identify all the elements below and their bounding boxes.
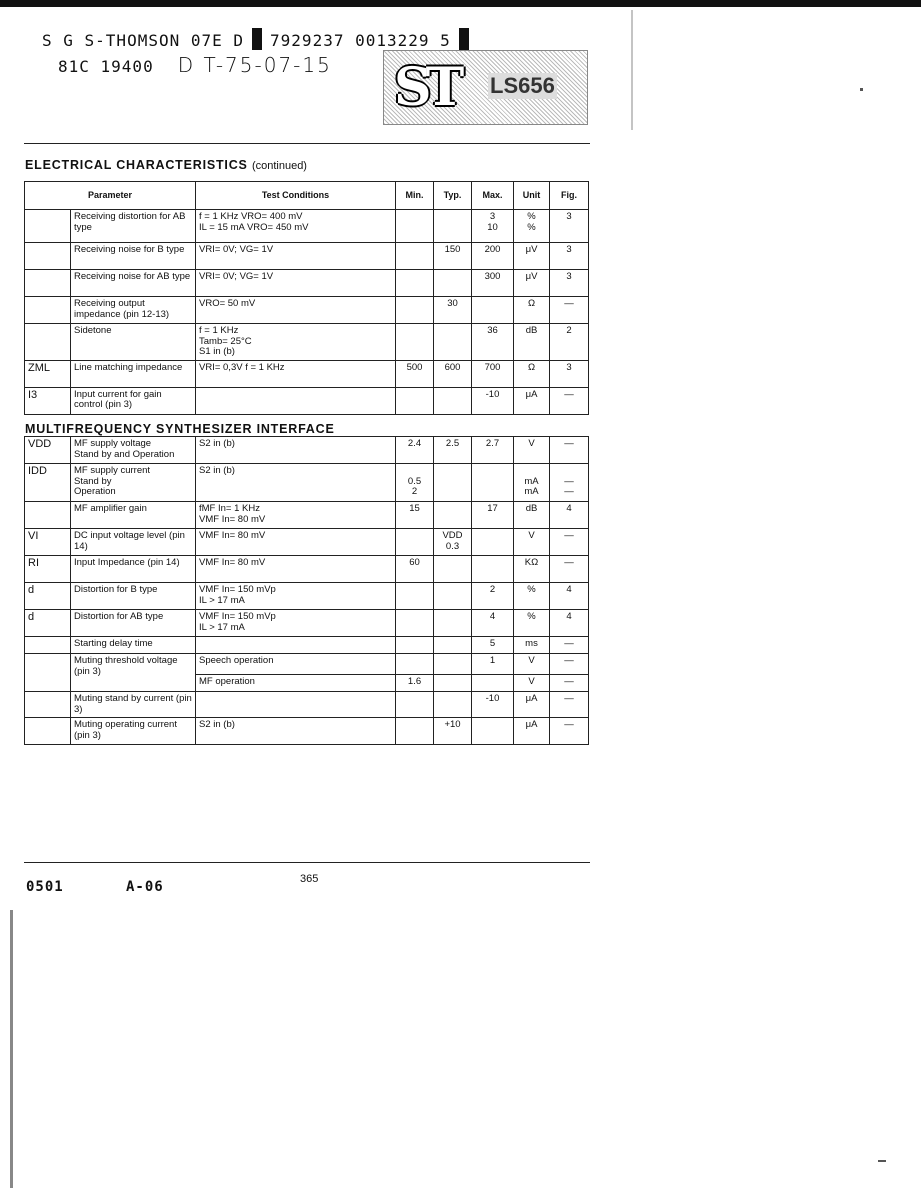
cell-fig: — (550, 387, 589, 414)
cell-parameter: Input Impedance (pin 14) (71, 556, 196, 583)
cell-symbol: d (25, 610, 71, 637)
cell-typ: 2.5 (434, 437, 472, 464)
table-header-row (25, 182, 589, 210)
scan-noise (631, 10, 633, 130)
cell-unit: ms (514, 637, 550, 654)
cell-symbol: RI (25, 556, 71, 583)
cell-max: 5 (472, 637, 514, 654)
cell-unit: V (514, 654, 550, 675)
page-number: 365 (300, 873, 319, 885)
cell-test-conditions (196, 692, 396, 718)
cell-unit: V (514, 529, 550, 556)
cell-unit: Ω (514, 297, 550, 324)
cell-max: -10 (472, 692, 514, 718)
cell-min: 2.4 (396, 437, 434, 464)
section-title-text: MULTIFREQUENCY SYNTHESIZER INTERFACE (25, 422, 335, 436)
cell-typ (434, 464, 472, 502)
table-row (25, 210, 589, 243)
cell-max: 700 (472, 360, 514, 387)
cell-typ (434, 210, 472, 243)
cell-parameter: Muting threshold voltage (pin 3) (71, 654, 196, 692)
col-header-max: Max. (472, 182, 514, 210)
cell-symbol (25, 324, 71, 361)
cell-min: 60 (396, 556, 434, 583)
cell-test-conditions (196, 387, 396, 414)
cell-fig: — (550, 637, 589, 654)
cell-test-conditions: VRI= 0V; VG= 1V (196, 270, 396, 297)
cell-symbol: VDD (25, 437, 71, 464)
cell-parameter: Muting stand by current (pin 3) (71, 692, 196, 718)
cell-min (396, 718, 434, 745)
cell-fig: 3 (550, 270, 589, 297)
scan-noise (10, 910, 13, 1188)
cell-symbol (25, 637, 71, 654)
cell-unit: mA mA (514, 464, 550, 502)
cell-min (396, 610, 434, 637)
header-line-2 (58, 53, 332, 77)
cell-fig: — (550, 692, 589, 718)
cell-test-conditions: S2 in (b) (196, 464, 396, 502)
section-title-electrical (25, 158, 307, 172)
header-doc-code: 7929237 0013229 5 (270, 31, 451, 50)
table-row (25, 270, 589, 297)
table-row (25, 464, 589, 502)
cell-test-conditions: VMF In= 150 mVp IL > 17 mA (196, 610, 396, 637)
footer-code-mid: A-06 (126, 879, 164, 895)
cell-unit: μV (514, 243, 550, 270)
cell-test-conditions: VRI= 0V; VG= 1V (196, 243, 396, 270)
footer-code-left: 0501 (26, 879, 64, 895)
cell-typ: +10 (434, 718, 472, 745)
table-row (25, 637, 589, 654)
table-row (25, 387, 589, 414)
cell-min (396, 387, 434, 414)
cell-min (396, 243, 434, 270)
cell-min (396, 297, 434, 324)
cell-typ: 30 (434, 297, 472, 324)
header-batch-code: 81C 19400 (58, 57, 154, 76)
mf-synthesizer-table (24, 436, 589, 745)
scan-mark (252, 28, 262, 50)
cell-fig: — (550, 556, 589, 583)
cell-test-conditions: fMF In= 1 KHz VMF In= 80 mV (196, 502, 396, 529)
cell-min: 1.6 (396, 675, 434, 692)
cell-max: 4 (472, 610, 514, 637)
table-row (25, 297, 589, 324)
cell-max: -10 (472, 387, 514, 414)
cell-min (396, 654, 434, 675)
cell-max (472, 297, 514, 324)
cell-unit: Ω (514, 360, 550, 387)
cell-min (396, 583, 434, 610)
table-row (25, 718, 589, 745)
table-row (25, 529, 589, 556)
part-number: LS656 (490, 73, 555, 98)
cell-min: 15 (396, 502, 434, 529)
cell-parameter: Muting operating current (pin 3) (71, 718, 196, 745)
cell-unit: μA (514, 387, 550, 414)
cell-symbol (25, 243, 71, 270)
cell-test-conditions: f = 1 KHz Tamb= 25°C S1 in (b) (196, 324, 396, 361)
cell-parameter: MF amplifier gain (71, 502, 196, 529)
col-header-parameter: Parameter (25, 182, 196, 210)
cell-parameter: Receiving noise for B type (71, 243, 196, 270)
cell-parameter: Line matching impedance (71, 360, 196, 387)
cell-typ (434, 654, 472, 675)
cell-fig: 4 (550, 583, 589, 610)
cell-test-conditions: VRI= 0,3V f = 1 KHz (196, 360, 396, 387)
cell-max (472, 675, 514, 692)
cell-test-conditions: f = 1 KHz VRO= 400 mV IL = 15 mA VRO= 450 mV (196, 210, 396, 243)
cell-unit: dB (514, 502, 550, 529)
cell-max: 17 (472, 502, 514, 529)
cell-min (396, 324, 434, 361)
cell-parameter: Distortion for AB type (71, 610, 196, 637)
st-logo-block (383, 50, 588, 125)
cell-typ (434, 270, 472, 297)
table-row (25, 243, 589, 270)
cell-min (396, 270, 434, 297)
cell-fig: — (550, 654, 589, 675)
cell-typ (434, 583, 472, 610)
cell-test-conditions: Speech operation (196, 654, 396, 675)
cell-max: 200 (472, 243, 514, 270)
scan-mark (459, 28, 469, 50)
cell-min (396, 210, 434, 243)
cell-parameter: Starting delay time (71, 637, 196, 654)
cell-min (396, 692, 434, 718)
electrical-characteristics-table (24, 181, 589, 415)
cell-unit: V (514, 437, 550, 464)
cell-symbol: ZML (25, 360, 71, 387)
cell-unit: KΩ (514, 556, 550, 583)
cell-min (396, 529, 434, 556)
cell-fig: 4 (550, 610, 589, 637)
cell-fig: 2 (550, 324, 589, 361)
table-row (25, 654, 589, 675)
cell-unit: % % (514, 210, 550, 243)
cell-parameter: Sidetone (71, 324, 196, 361)
cell-max: 2.7 (472, 437, 514, 464)
col-header-unit: Unit (514, 182, 550, 210)
cell-max (472, 556, 514, 583)
cell-max (472, 529, 514, 556)
cell-symbol: I3 (25, 387, 71, 414)
cell-max: 1 (472, 654, 514, 675)
cell-fig: — — (550, 464, 589, 502)
cell-parameter: MF supply current Stand by Operation (71, 464, 196, 502)
cell-parameter: Receiving noise for AB type (71, 270, 196, 297)
cell-unit: μV (514, 270, 550, 297)
table-row (25, 437, 589, 464)
cell-typ (434, 692, 472, 718)
cell-typ (434, 502, 472, 529)
section-title-text: ELECTRICAL CHARACTERISTICS (25, 158, 248, 172)
cell-fig: — (550, 297, 589, 324)
cell-typ: 150 (434, 243, 472, 270)
cell-fig: 3 (550, 210, 589, 243)
cell-typ: VDD 0.3 (434, 529, 472, 556)
cell-min (396, 637, 434, 654)
cell-test-conditions: S2 in (b) (196, 718, 396, 745)
col-header-min: Min. (396, 182, 434, 210)
cell-unit: μA (514, 718, 550, 745)
cell-test-conditions (196, 637, 396, 654)
cell-max (472, 718, 514, 745)
cell-typ (434, 556, 472, 583)
col-header-fig: Fig. (550, 182, 589, 210)
cell-unit: V (514, 675, 550, 692)
scan-noise (878, 1160, 886, 1162)
cell-symbol (25, 692, 71, 718)
cell-test-conditions: VMF In= 150 mVp IL > 17 mA (196, 583, 396, 610)
cell-typ (434, 675, 472, 692)
cell-fig: 3 (550, 360, 589, 387)
cell-parameter: Distortion for B type (71, 583, 196, 610)
cell-symbol (25, 502, 71, 529)
cell-max: 2 (472, 583, 514, 610)
cell-parameter: Input current for gain control (pin 3) (71, 387, 196, 414)
header-company-code: S G S-THOMSON 07E D (42, 31, 245, 50)
cell-test-conditions: VMF In= 80 mV (196, 556, 396, 583)
cell-symbol: IDD (25, 464, 71, 502)
col-header-typ: Typ. (434, 182, 472, 210)
cell-symbol (25, 270, 71, 297)
table-row (25, 360, 589, 387)
cell-max: 300 (472, 270, 514, 297)
cell-typ (434, 324, 472, 361)
cell-unit: % (514, 610, 550, 637)
cell-max: 3 10 (472, 210, 514, 243)
cell-unit: dB (514, 324, 550, 361)
cell-test-conditions: MF operation (196, 675, 396, 692)
section-title-mf-interface (25, 422, 335, 436)
cell-typ: 600 (434, 360, 472, 387)
cell-max: 36 (472, 324, 514, 361)
cell-fig: — (550, 675, 589, 692)
cell-min: 500 (396, 360, 434, 387)
cell-symbol (25, 297, 71, 324)
table-row (25, 556, 589, 583)
cell-typ (434, 637, 472, 654)
cell-test-conditions: S2 in (b) (196, 437, 396, 464)
col-header-test-conditions: Test Conditions (196, 182, 396, 210)
cell-fig: — (550, 718, 589, 745)
table-row (25, 610, 589, 637)
scan-noise (860, 88, 863, 91)
cell-fig: 4 (550, 502, 589, 529)
cell-fig: 3 (550, 243, 589, 270)
cell-fig: — (550, 529, 589, 556)
cell-symbol: d (25, 583, 71, 610)
cell-symbol (25, 718, 71, 745)
header-divider (24, 143, 590, 144)
top-scan-bar (0, 0, 921, 7)
cell-fig: — (550, 437, 589, 464)
cell-symbol (25, 654, 71, 692)
table-row (25, 324, 589, 361)
cell-symbol: VI (25, 529, 71, 556)
footer-divider (24, 862, 590, 863)
cell-symbol (25, 210, 71, 243)
cell-parameter: MF supply voltage Stand by and Operation (71, 437, 196, 464)
cell-max (472, 464, 514, 502)
table-row (25, 583, 589, 610)
cell-test-conditions: VRO= 50 mV (196, 297, 396, 324)
table-row (25, 692, 589, 718)
table-row (25, 502, 589, 529)
cell-unit: % (514, 583, 550, 610)
header-handwritten-code: D T-75-07-15 (177, 53, 332, 77)
cell-unit: μA (514, 692, 550, 718)
cell-typ (434, 387, 472, 414)
cell-min: 0.5 2 (396, 464, 434, 502)
cell-parameter: Receiving output impedance (pin 12-13) (71, 297, 196, 324)
cell-parameter: Receiving distortion for AB type (71, 210, 196, 243)
cell-parameter: DC input voltage level (pin 14) (71, 529, 196, 556)
section-title-suffix: (continued) (251, 160, 307, 172)
st-logo-icon: ST (394, 57, 459, 118)
cell-test-conditions: VMF In= 80 mV (196, 529, 396, 556)
header-line-1 (42, 28, 477, 50)
cell-typ (434, 610, 472, 637)
